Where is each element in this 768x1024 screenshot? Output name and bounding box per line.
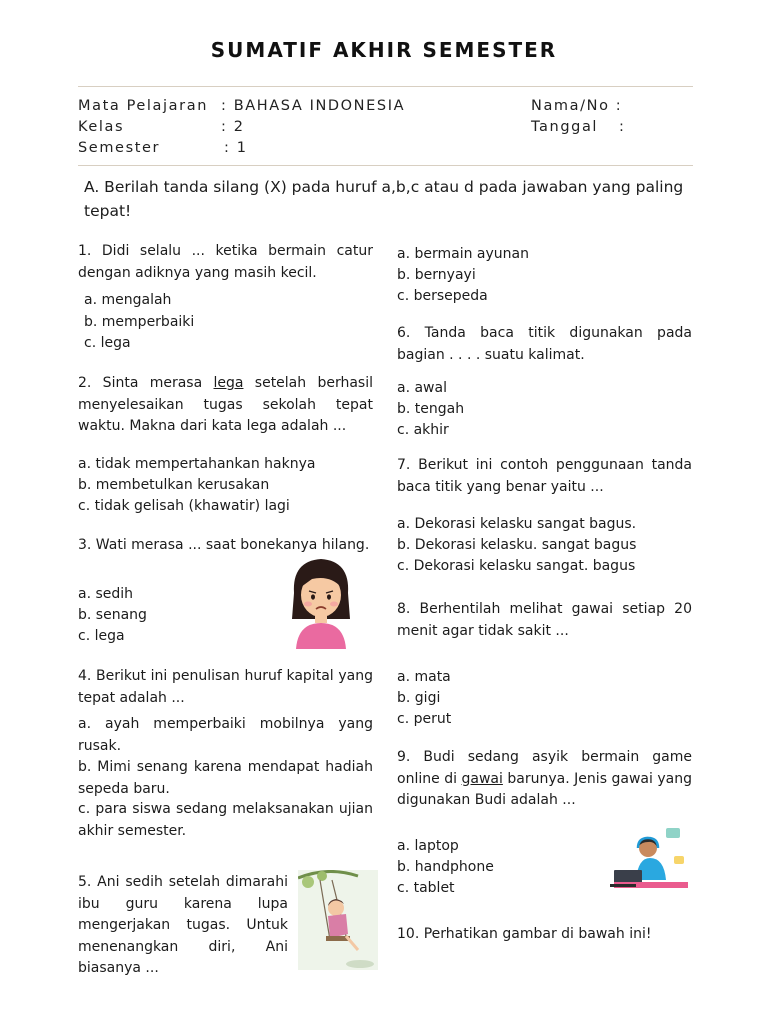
question-9: [397, 747, 692, 812]
q6-option-a: a. awal: [397, 380, 447, 396]
q2-text-post: setelah berhasil menyelesaikan tugas sekolah tepat waktu. Makna dari kata lega adalah ...: [78, 375, 373, 434]
q9-option-c: c. tablet: [397, 880, 455, 896]
kelas-label: Kelas: [78, 119, 125, 135]
q2-option-b: b. membetulkan kerusakan: [78, 477, 270, 493]
question-7: 7. Berikut ini contoh penggunaan tanda baca titik yang benar yaitu ...: [397, 457, 692, 495]
question-1: 1. Didi selalu ... ketika bermain catur dengan adiknya yang masih kecil.: [78, 243, 373, 281]
q9-option-a: a. laptop: [397, 838, 459, 854]
q5-option-a: a. bermain ayunan: [397, 246, 529, 262]
q7-option-b: b. Dekorasi kelasku. sangat bagus: [397, 537, 637, 553]
sad-girl-illustration: [286, 553, 356, 649]
question-4: 4. Berikut ini penulisan huruf kapital yang tepat adalah ...: [78, 668, 373, 706]
girl-on-swing-illustration: [298, 870, 378, 970]
instruction: A. Berilah tanda silang (X) pada huruf a,b,c atau d pada jawaban yang paling tepat!: [84, 178, 684, 220]
q7-option-c: c. Dekorasi kelasku sangat. bagus: [397, 558, 636, 574]
q8-option-c: c. perut: [397, 711, 452, 727]
q2-option-c: c. tidak gelisah (khawatir) lagi: [78, 498, 290, 514]
q9-underlined-word: gawai: [461, 770, 503, 787]
page-title: SUMATIF AKHIR SEMESTER: [210, 38, 558, 62]
semester-value: : 1: [224, 140, 248, 156]
q7-option-a: a. Dekorasi kelasku sangat bagus.: [397, 516, 637, 532]
q3-option-a: a. sedih: [78, 586, 134, 602]
header-bottom-divider: [78, 165, 693, 166]
semester-label: Semester: [78, 140, 161, 156]
mapel-value: : BAHASA INDONESIA: [221, 98, 406, 114]
mapel-label: Mata Pelajaran: [78, 98, 208, 114]
q4-option-b: b. Mimi senang karena mendapat hadiah sepeda baru.: [78, 759, 373, 797]
boy-playing-game-illustration: [608, 826, 690, 896]
tanggal-value: :: [619, 119, 626, 135]
q5-option-b: b. bernyayi: [397, 267, 476, 283]
q2-text-pre: 2. Sinta merasa: [78, 375, 214, 391]
question-8: 8. Berhentilah melihat gawai setiap 20 menit agar tidak sakit ...: [397, 601, 692, 639]
q8-option-a: a. mata: [397, 669, 451, 685]
question-5: 5. Ani sedih setelah dimarahi ibu guru karena lupa mengerjakan tugas. Untuk menenangkan diri, Ani biasanya ...: [78, 874, 288, 976]
question-3: 3. Wati merasa ... saat bonekanya hilang.: [78, 537, 370, 553]
question-10: 10. Perhatikan gambar di bawah ini!: [397, 926, 652, 942]
q6-option-c: c. akhir: [397, 422, 449, 438]
q9-text-pre: 9. Budi sedang asyik bermain game online di: [397, 749, 692, 787]
header-top-divider: [78, 86, 693, 87]
q8-option-b: b. gigi: [397, 690, 441, 706]
q2-option-a: a. tidak mempertahankan haknya: [78, 456, 316, 472]
q3-option-c: c. lega: [78, 628, 125, 644]
q6-option-b: b. tengah: [397, 401, 465, 417]
q4-option-a: a. ayah memperbaiki mobilnya yang rusak.: [78, 716, 373, 754]
q9-text-post: barunya. Jenis gawai yang digunakan Budi adalah ...: [397, 770, 692, 808]
q1-option-a: a. mengalah: [84, 292, 172, 308]
q4-option-c: c. para siswa sedang melaksanakan ujian akhir semester.: [78, 801, 373, 839]
q1-option-b: b. memperbaiki: [84, 314, 195, 330]
nama-label: Nama/No :: [531, 98, 623, 114]
q3-option-b: b. senang: [78, 607, 147, 623]
q5-option-c: c. bersepeda: [397, 288, 488, 304]
q9-option-b: b. handphone: [397, 859, 494, 875]
question-6: 6. Tanda baca titik digunakan pada bagian . . . . suatu kalimat.: [397, 325, 692, 363]
question-2: [78, 373, 373, 438]
q1-option-c: c. lega: [84, 335, 131, 351]
kelas-value: : 2: [221, 119, 245, 135]
tanggal-label: Tanggal: [531, 119, 599, 135]
q2-underlined-word: lega: [213, 375, 244, 391]
